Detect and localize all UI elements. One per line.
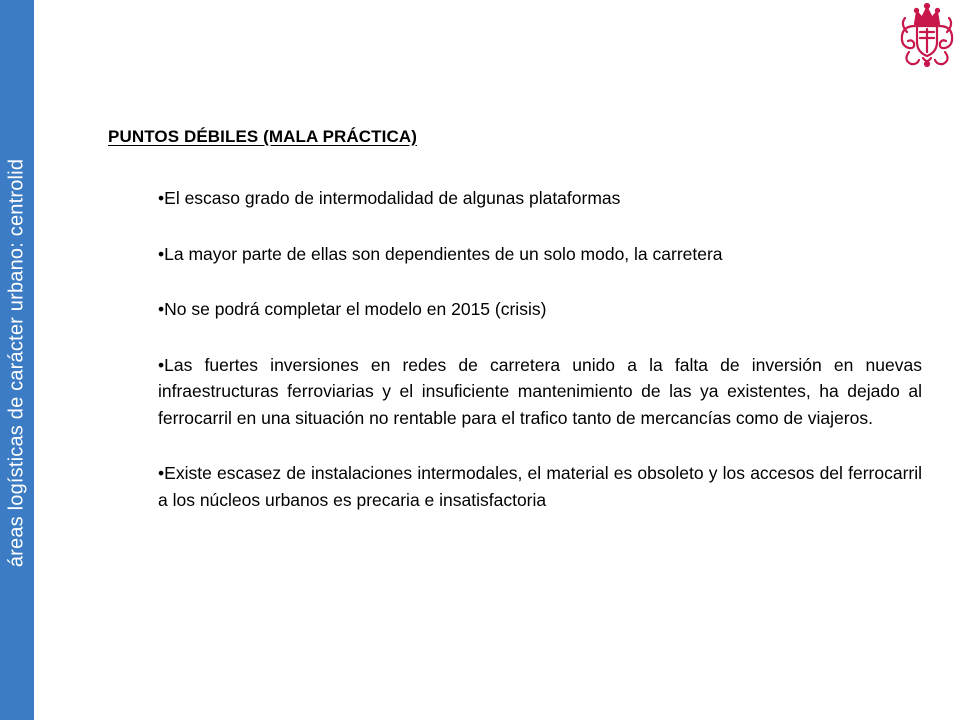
sidebar-band (0, 0, 34, 720)
bullet-item: • Las fuertes inversiones en redes de carretera unido a la falta de inversión en nuevas infraestructuras ferroviarias y el insuficiente mantenimiento de las ya existentes, ha dejado al ferrocarril en una situación no rentable para el trafico tanto de mercancías como de viajeros. (158, 352, 922, 432)
sidebar-title: áreas logísticas de carácter urbano: centrolid (5, 158, 28, 568)
crowned-coat-of-arms-icon (897, 2, 957, 68)
bullet-list (158, 185, 922, 542)
bullet-item: • El escaso grado de intermodalidad de algunas plataformas (158, 185, 922, 212)
bullet-item: • Existe escasez de instalaciones intermodales, el material es obsoleto y los accesos del ferrocarril a los núcleos urbanos es precaria e insatisfactoria (158, 460, 922, 513)
section-heading: PUNTOS DÉBILES (MALA PRÁCTICA) (108, 127, 417, 146)
bullet-item: • La mayor parte de ellas son dependientes de un solo modo, la carretera (158, 241, 922, 268)
bullet-item: • No se podrá completar el modelo en 2015 (crisis) (158, 296, 922, 323)
